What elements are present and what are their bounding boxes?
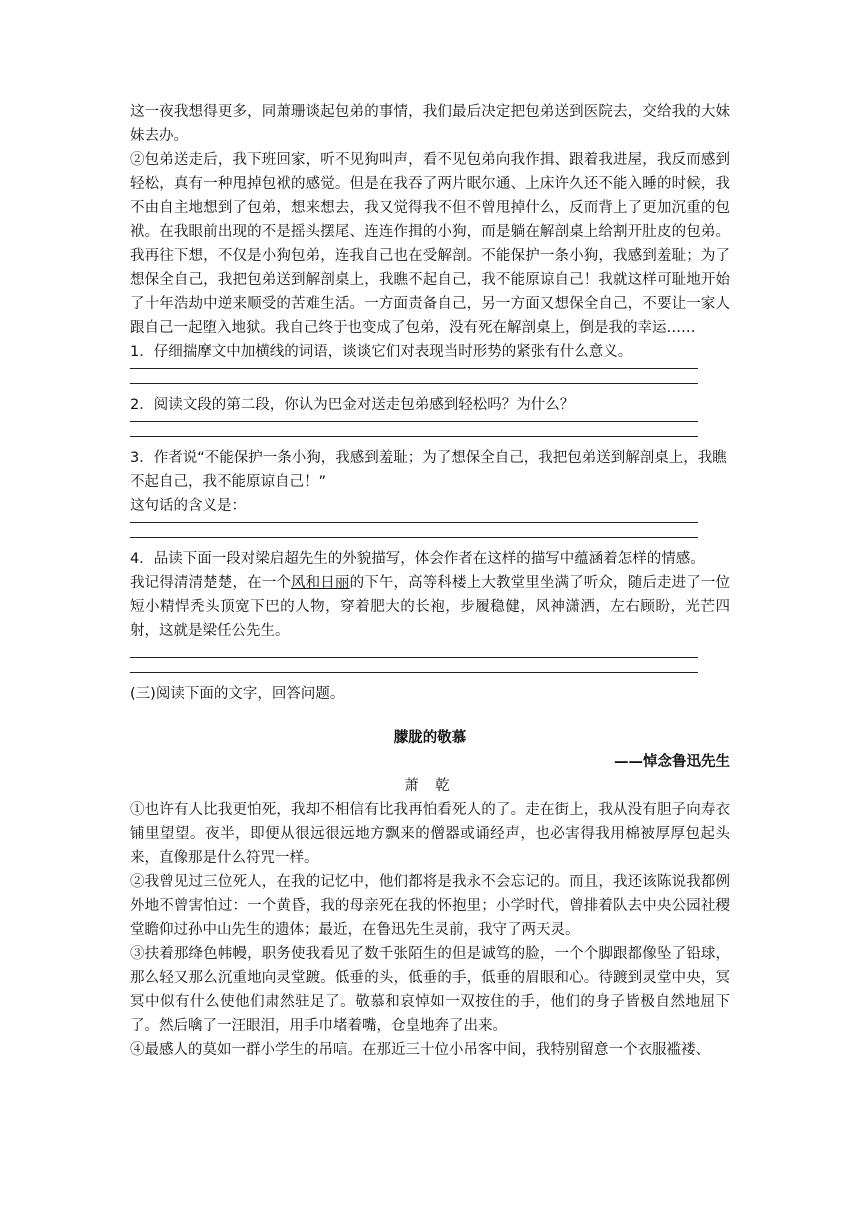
passage-paragraph-2: ②包弟送走后，我下班回家，听不见狗叫声，看不见包弟向我作揖、跟着我进屋，我反而感到轻松，真有一种甩掉包袱的感觉。但是在我吞了两片眠尔通、上床许久还不能入睡的时候，我不由自主地想到了包弟，想来想去，我又觉得我不但不曾甩掉什么，反而背上了更加沉重的包袱。在我眼前出现的不是摇头摆尾、连连作揖的小狗，而是躺在解剖桌上给割开肚皮的包弟。我再往下想，不仅是小狗包弟，连我自己也在受解剖。不能保护一条小狗，我感到羞耻；为了想保全自己，我把包弟送到解剖桌上，我瞧不起自己，我不能原谅自己！我就这样可耻地开始了十年浩劫中逆来顺受的苦难生活。一方面责备自己，另一方面又想保全自己，不要让一家人跟自己一起堕入地狱。我自己终于也变成了包弟，没有死在解剖桌上，倒是我的幸运……: [130, 152, 730, 336]
quote-part-b: 的下午，高等科楼上大教堂里坐满了听众，随后走进了一位短小精悍秃头顶宽下巴的人物，穿着肥大的长袍，步履稳健，风神潇洒，左右顾盼，光芒四射，这就是梁任公先生。: [130, 575, 731, 639]
answer-line[interactable]: [130, 657, 698, 658]
passage-paragraph-1: 这一夜我想得更多，同萧珊谈起包弟的事情，我们最后决定把包弟送到医院去，交给我的大妹妹去办。: [130, 104, 730, 144]
question-3: 3．作者说“不能保护一条小狗，我感到羞耻；为了想保全自己，我把包弟送到解剖桌上，我瞧不起自己，我不能原谅自己！”: [130, 450, 727, 490]
question-1: 1．仔细揣摩文中加横线的词语，谈谈它们对表现当时形势的紧张有什么意义。: [130, 344, 633, 360]
question-4-quote: [130, 571, 730, 643]
question-4: 4．品读下面一段对梁启超先生的外貌描写，体会作者在这样的描写中蕴涵着怎样的情感。: [130, 551, 705, 567]
article-paragraph-2: ②我曾见过三位死人，在我的记忆中，他们都将是我永不会忘记的。而且，我还该陈说我都例外地不曾害怕过：一个黄昏，我的母亲死在我的怀抱里；小学时代，曾排着队去中央公园社稷堂瞻仰过孙中山先生的遗体；最近，在鲁迅先生灵前，我守了两天灵。: [130, 874, 730, 938]
question-2: 2．阅读文段的第二段，你认为巴金对送走包弟感到轻松吗？为什么？: [130, 397, 575, 413]
article-paragraph-3: ③扶着那绛色帏幔，职务使我看见了数千张陌生的但是诚笃的脸，一个个脚跟都像坠了铅球，那么轻又那么沉重地向灵堂踱。低垂的头，低垂的手，低垂的眉眼和心。待踱到灵堂中央，冥冥中似有什么使他们肃然驻足了。敬慕和哀悼如一双按住的手，他们的身子皆极自然地屈下了。然后噙了一汪眼泪，用手巾堵着嘴，仓皇地奔了出来。: [130, 946, 730, 1034]
answer-line[interactable]: [130, 368, 698, 369]
answer-line[interactable]: [130, 383, 698, 384]
answer-line[interactable]: [130, 436, 698, 437]
answer-line[interactable]: [130, 672, 698, 673]
quote-part-a: 我记得清清楚楚，在一个: [130, 575, 292, 591]
answer-line[interactable]: [130, 522, 698, 523]
answer-line[interactable]: [130, 537, 698, 538]
question-3-prompt: 这句话的含义是：: [130, 498, 246, 514]
article-author: 萧 乾: [404, 778, 456, 794]
article-paragraph-1: ①也许有人比我更怕死，我却不相信有比我再怕看死人的了。走在街上，我从没有胆子向寿衣铺里望望。夜半，即便从很远很远地方飘来的僧器或诵经声，也必害得我用棉被厚厚包起头来，直像那是什么符咒一样。: [130, 802, 730, 866]
answer-line[interactable]: [130, 421, 698, 422]
document-page: [130, 100, 730, 1062]
article-title: 朦胧的敬慕: [393, 730, 467, 746]
section-heading: (三)阅读下面的文字，回答问题。: [130, 686, 345, 702]
article-subtitle: ——悼念鲁迅先生: [614, 754, 730, 770]
underlined-phrase: 风和日丽: [291, 575, 350, 591]
article-paragraph-4: ④最感人的莫如一群小学生的吊唁。在那近三十位小吊客中间，我特别留意一个衣服褴褛、: [130, 1042, 710, 1058]
